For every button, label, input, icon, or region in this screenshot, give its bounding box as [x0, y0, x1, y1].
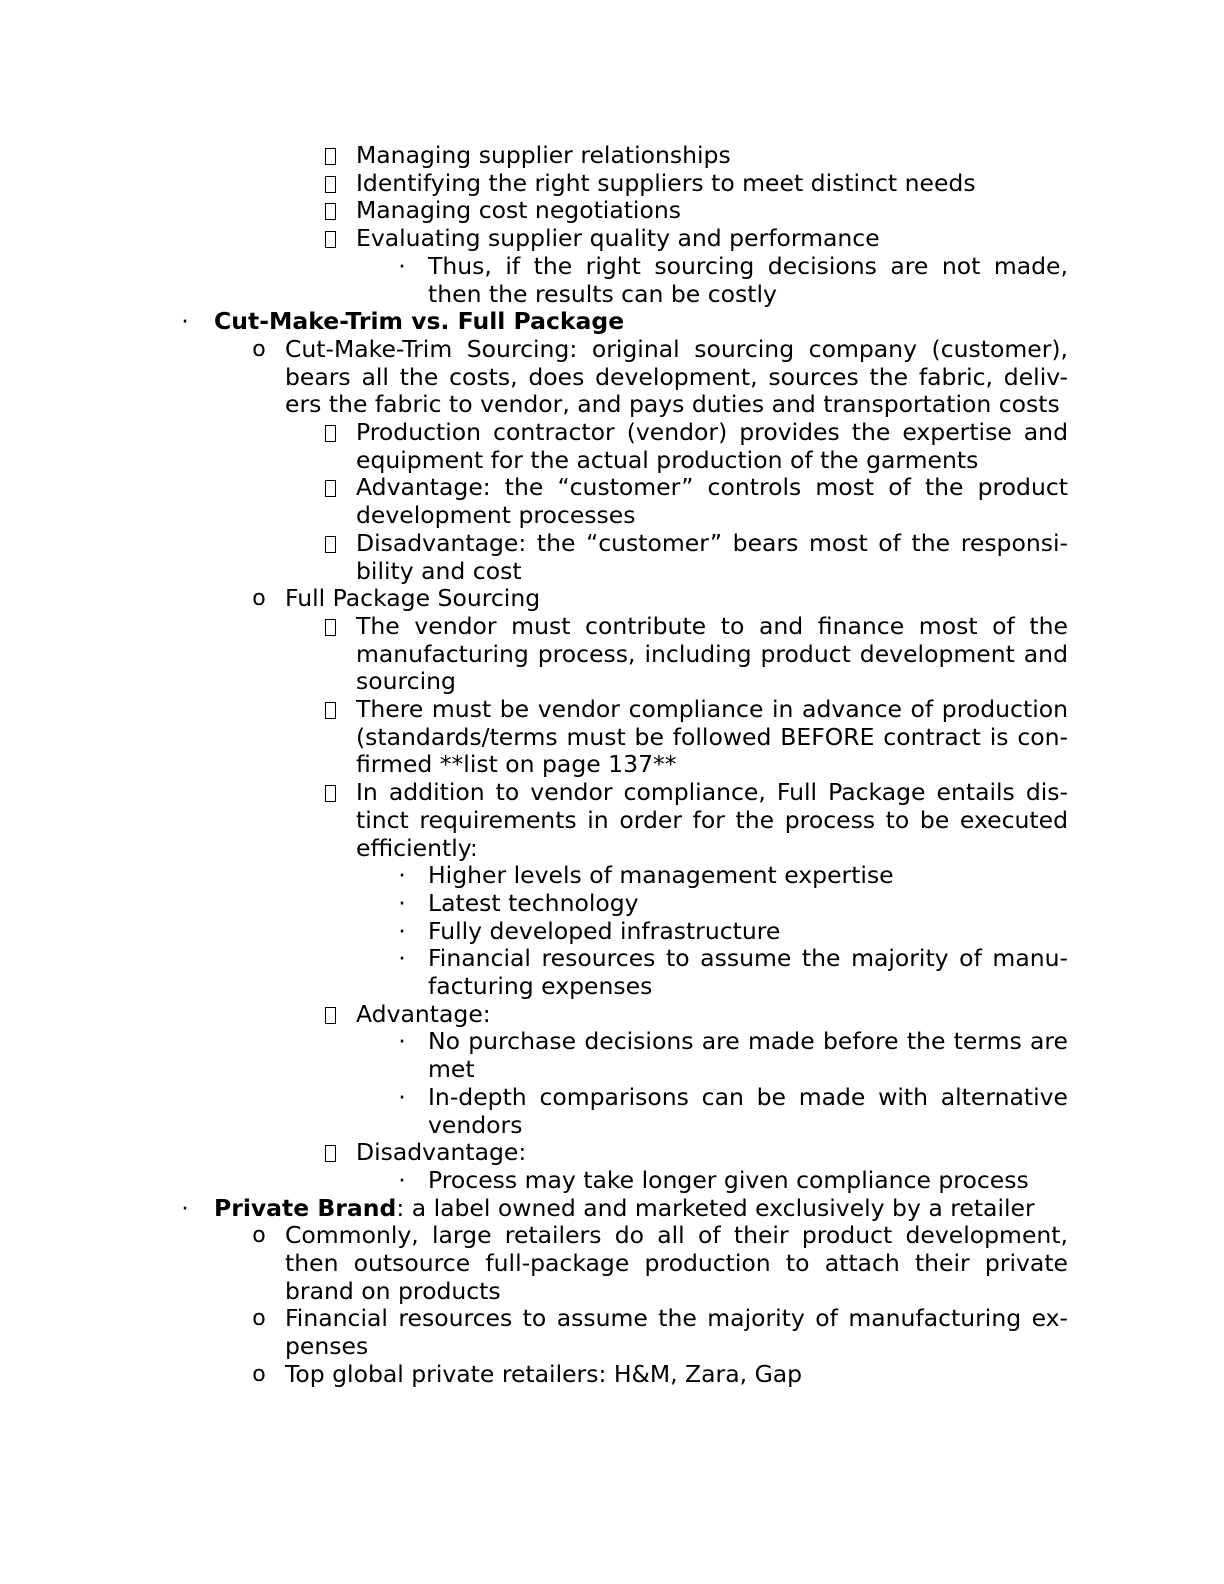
bullet-square-icon: [321, 1001, 339, 1032]
list-item-text: [356, 447, 978, 475]
item-text: penses: [285, 1332, 369, 1361]
list-item-text: [356, 613, 1068, 641]
list-item-text: [356, 696, 1068, 724]
list-item-text: [428, 1112, 522, 1140]
item-text: Thus, if the right sourcing decisions are not made,: [428, 251, 1068, 280]
list-item-text: [428, 862, 894, 890]
list-item-text: [356, 641, 1068, 669]
box-glyph: [325, 1007, 336, 1024]
bullet-square-icon: [321, 530, 339, 561]
bullet-dot-icon: ·: [398, 1027, 406, 1056]
box-glyph: [325, 480, 336, 497]
item-text: Top global private retailers: H&M, Zara, Gap: [285, 1359, 803, 1388]
box-glyph: [325, 702, 336, 719]
item-text: Cut-Make-Trim Sourcing: original sourcing company (customer),: [285, 334, 1068, 363]
bullet-dot-icon: ·: [181, 307, 189, 336]
list-item-text: [356, 724, 1068, 752]
item-text: Process may take longer given compliance process: [428, 1165, 1029, 1194]
item-text: Commonly, large retailers do all of their product development,: [285, 1221, 1068, 1250]
item-text: vendors: [428, 1110, 523, 1139]
bullet-circle-icon: o: [252, 1306, 266, 1332]
box-glyph: [325, 619, 336, 636]
item-text: Production contractor (vendor) provides the expertise and: [356, 418, 1068, 446]
item-text: equipment for the actual production of the garments: [356, 445, 979, 474]
list-item-text: [356, 502, 636, 530]
item-text: tinct requirements in order for the process to be executed: [356, 805, 1068, 834]
item-text: Disadvantage:: [356, 1138, 527, 1167]
item-text: facturing expenses: [428, 972, 653, 1000]
box-glyph: [325, 536, 336, 553]
list-item-text: [285, 1305, 1068, 1333]
item-text: Latest technology: [428, 888, 639, 917]
item-text: Financial resources to assume the majority of manufacturing ex-: [285, 1304, 1068, 1333]
bullet-square-icon: [321, 474, 339, 505]
list-item-text: [356, 1139, 526, 1167]
item-text: bears all the costs, does development, sources the fabric, deliv-: [285, 362, 1068, 391]
item-heading: Cut-Make-Trim vs. Full Package: [214, 307, 625, 336]
list-item-text: [428, 1028, 1068, 1056]
item-text: Fully developed infrastructure: [428, 916, 781, 945]
item-text: manufacturing process, including product development and: [356, 639, 1068, 668]
item-heading: Private Brand: [214, 1193, 397, 1222]
bullet-square-icon: [321, 696, 339, 727]
list-item-text: [356, 419, 1068, 447]
list-item-text: [356, 1001, 491, 1029]
box-glyph: [325, 203, 336, 220]
list-item-text: [285, 391, 1060, 419]
list-item-text: [428, 253, 1068, 281]
bullet-circle-icon: o: [252, 1361, 266, 1387]
bullet-dot-icon: ·: [398, 861, 406, 890]
bullet-circle-icon: o: [252, 336, 266, 362]
list-item-text: [214, 308, 624, 336]
list-item-text: [356, 558, 522, 586]
item-text: Higher levels of management expertise: [428, 861, 894, 890]
bullet-dot-icon: ·: [398, 1165, 406, 1194]
list-item-text: [356, 807, 1068, 835]
item-text: No purchase decisions are made before the terms are: [428, 1027, 1068, 1056]
list-item-text: [428, 890, 639, 918]
bullet-square-icon: [321, 197, 339, 228]
bullet-square-icon: [321, 225, 339, 256]
list-item-text: [428, 1056, 475, 1084]
item-text: firmed **list on page 137**: [356, 750, 677, 779]
item-text: ers the fabric to vendor, and pays duties and transportation costs: [285, 390, 1060, 419]
list-item-text: [356, 668, 456, 696]
box-glyph: [325, 785, 336, 802]
list-item-text: [285, 1278, 501, 1306]
box-glyph: [325, 1145, 336, 1162]
item-text: then outsource full-package production to attach their private: [285, 1249, 1068, 1277]
list-item-text: [356, 474, 1068, 502]
item-text: The vendor must contribute to and finance most of the: [356, 611, 1068, 640]
item-text: Identifying the right suppliers to meet distinct needs: [356, 168, 976, 197]
bullet-dot-icon: ·: [398, 1082, 406, 1111]
box-glyph: [325, 176, 336, 193]
item-text: brand on products: [285, 1276, 501, 1305]
list-item-text: [285, 585, 540, 613]
box-glyph: [325, 148, 336, 165]
list-item-text: [428, 1084, 1068, 1112]
list-item-text: [356, 142, 731, 170]
bullet-circle-icon: o: [252, 1223, 266, 1249]
bullet-square-icon: [321, 613, 339, 644]
list-item-text: [356, 779, 1068, 807]
bullet-dot-icon: ·: [181, 1193, 189, 1222]
list-item-text: [285, 1361, 802, 1389]
bullet-dot-icon: ·: [398, 888, 406, 917]
item-text: There must be vendor compliance in advance of production: [356, 695, 1068, 723]
item-text: (standards/terms must be followed BEFORE contract is con-: [356, 722, 1068, 751]
list-item-text: [285, 336, 1068, 364]
bullet-dot-icon: ·: [398, 251, 406, 280]
bullet-circle-icon: o: [252, 586, 266, 612]
list-item-text: [214, 1195, 1035, 1223]
bullet-square-icon: [321, 170, 339, 201]
list-item-text: [356, 170, 976, 198]
list-item-text: [428, 945, 1068, 973]
box-glyph: [325, 425, 336, 442]
item-text: Managing supplier relationships: [356, 141, 731, 169]
list-item-text: [428, 281, 777, 309]
item-text: bility and cost: [356, 556, 522, 585]
list-item-text: [356, 835, 478, 863]
item-text: : a label owned and marketed exclusively by a retailer: [396, 1193, 1035, 1222]
item-text: development processes: [356, 501, 636, 530]
list-item-text: [356, 751, 677, 779]
bullet-dot-icon: ·: [398, 916, 406, 945]
bullet-dot-icon: ·: [398, 944, 406, 973]
item-text: sourcing: [356, 667, 456, 696]
item-text: Advantage:: [356, 999, 491, 1028]
item-text: Full Package Sourcing: [285, 584, 541, 613]
item-text: Financial resources to assume the majority of manu-: [428, 944, 1068, 973]
item-text: In-depth comparisons can be made with alternative: [428, 1082, 1068, 1111]
list-item-text: [356, 197, 681, 225]
bullet-square-icon: [321, 142, 339, 173]
list-item-text: [356, 530, 1068, 558]
list-item-text: [356, 225, 880, 253]
list-item-text: [285, 1333, 368, 1361]
item-text: then the results can be costly: [428, 279, 777, 308]
item-text: efficiently:: [356, 833, 478, 862]
item-text: Evaluating supplier quality and performance: [356, 224, 880, 253]
bullet-square-icon: [321, 1139, 339, 1170]
item-text: In addition to vendor compliance, Full Package entails dis-: [356, 778, 1068, 807]
list-item-text: [428, 973, 652, 1001]
list-item-text: [285, 364, 1068, 392]
item-text: Advantage: the “customer” controls most of the product: [356, 473, 1068, 502]
item-text: Managing cost negotiations: [356, 196, 681, 225]
list-item-text: [428, 1167, 1029, 1195]
bullet-square-icon: [321, 779, 339, 810]
list-item-text: [428, 918, 780, 946]
box-glyph: [325, 231, 336, 248]
bullet-square-icon: [321, 419, 339, 450]
list-item-text: [285, 1222, 1068, 1250]
list-item-text: [285, 1250, 1068, 1278]
item-text: Disadvantage: the “customer” bears most of the responsi-: [356, 528, 1068, 557]
item-text: met: [428, 1055, 475, 1084]
